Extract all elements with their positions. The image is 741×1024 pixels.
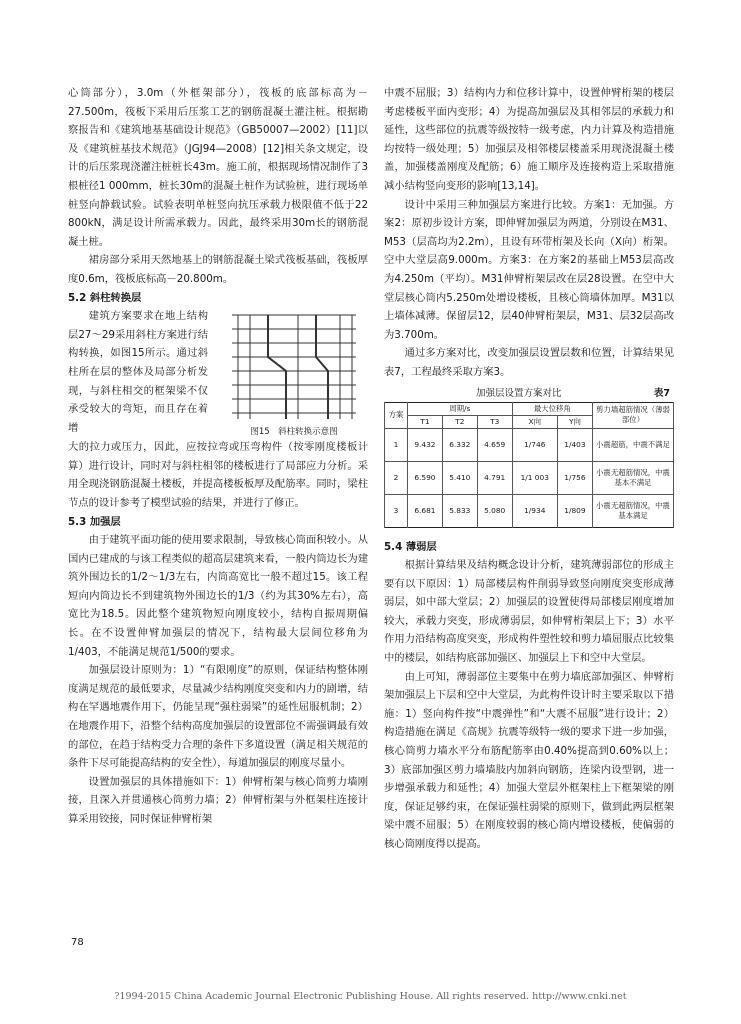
- paragraph: 设置加强层的具体措施如下：1）伸臂桁架与核心筒剪力墙刚接，且深入并贯通核心筒剪力墙；2）伸臂桁架与外框架柱连接计算采用铰接，同时保证伸臂桁架: [68, 775, 368, 825]
- paragraph: 中震不屈服；3）结构内力和位移计算中，设置伸臂桁架的楼层考虑楼板平面内变形；4）为提高加强层及其相邻层的承载力和延性，这些部位的抗震等级按特一级考虑，内力计算及构造措施均按特一级处理；5）加强层及相邻楼层楼盖采用现浇混凝土楼盖，加强楼盖刚度及配筋；6）施工顺序及连接构造上采取措施减小结构竖向变形的影响[13,14]。: [384, 87, 674, 192]
- table-header-cell: 剪力墙超筋情况（薄弱部位）: [593, 402, 674, 428]
- paragraph: 通过多方案对比，改变加强层设置层数和位置，计算结果见表7，工程最终采取方案3。: [384, 347, 674, 378]
- figure-15: [220, 307, 368, 438]
- table-header-cell: 最大位移角: [512, 402, 592, 415]
- table-header-cell: T1: [408, 415, 443, 428]
- section-heading: 5.2 斜柱转换层: [68, 291, 142, 304]
- table-cell: 4.659: [477, 428, 512, 461]
- paragraph: 由于建筑平面功能的使用要求限制，导致核心筒面积较小。从国内已建成的与该工程类似的超高层建筑来看，一般内筒边长为建筑外围边长的1/2～1/3左右，内筒高宽比一般不超过15。该工程短向内筒边长不到建筑物外围边长的1/3（约为其30%左右），高宽比为18.5。因此整个建筑物短向刚度较小，结构自振周期偏长。在不设置伸臂加强层的情况下，结构最大层间位移角为1/403，不能满足规范1/500的要求。: [68, 534, 368, 658]
- paragraph: 由上可知，薄弱部位主要集中在剪力墙底部加强区、伸臂桁架加强层上下层和空中大堂层，为此构件设计时主要采取以下措施：1）竖向构件按“中震弹性”和“大震不屈服”进行设计；2）构造措施在满足《高规》抗震等级特一级的要求下进一步加强，核心筒剪力墙水平分布筋配筋率由0.40%提高到0.60%以上；3）底部加强区剪力墙墙肢内加斜向钢筋，连梁内设型钢，进一步增强承载力和延性；4）加强大堂层外框架柱上下框架梁的刚度，保证足够约束，在保证强柱弱梁的原则下，做到此两层框架梁中震不屈服；5）在刚度较弱的核心筒内增设楼板，使偏弱的核心筒刚度得以提高。: [384, 670, 674, 850]
- table-header-cell: X向: [512, 415, 557, 428]
- table-cell: 1/809: [557, 494, 592, 527]
- table-cell: 1: [385, 428, 408, 461]
- table-cell: 1/934: [512, 494, 557, 527]
- table-cell: 1/1 003: [512, 461, 557, 494]
- table-cell: 1/403: [557, 428, 592, 461]
- table-cell: 5.833: [442, 494, 477, 527]
- table-header-cell: Y向: [557, 415, 592, 428]
- copyright-footer: ?1994-2015 China Academic Journal Electronic Publishing House. All rights reserved. http://www.cnki.net: [114, 991, 627, 1002]
- paragraph: 建筑方案要求在地上结构层27～29采用斜柱方案进行结构转换，如图15所示。通过斜柱所在层的整体及局部分析发现，与斜柱相交的框架梁不仅承受较大的弯矩，而且存在着增: [68, 310, 208, 434]
- table-title: 加强层设置方案对比: [476, 387, 562, 399]
- paragraph: 设计中采用三种加强层方案进行比较。方案1：无加强。方案2：原初步设计方案，即伸臂加强层为两道，分别设在M31、M53（层高均为2.2m），且设有环带桁架及长向（X向）桁架。空中大堂层高9.000m。方案3：在方案2的基础上M53层高改为4.250m（平均）。M31伸臂桁架层改在层28设置。在空中大堂层核心筒内5.250m处增设楼板，且核心筒墙体加厚。M31以上墙体减薄。保留层12，层40伸臂桁架层，M31、层32层高改为3.700m。: [384, 198, 674, 341]
- section-heading: 5.4 薄弱层: [384, 540, 437, 553]
- figure-caption: 图15 斜柱转换示意图: [250, 427, 338, 438]
- table-cell: 9.432: [408, 428, 443, 461]
- table-cell: 5.080: [477, 494, 512, 527]
- table-row: [385, 428, 674, 461]
- table-header-cell: 周期/s: [408, 402, 513, 415]
- paragraph: 加强层设计原则为：1）“有限刚度”的原则，保证结构整体刚度满足规范的最低要求，尽量减少结构刚度突变和内力的剧增，结构在罕遇地震作用下，仍能呈现“强柱弱梁”的延性屈服机制；2）在地震作用下，沿整个结构高度加强层的设置部位不需强调最有效的部位，在趋于结构受力合理的条件下多道设置（满足相关规范的条件下尽可能提高结构的安全性），每道加强层的刚度尽量小。: [68, 664, 368, 770]
- comparison-table: [384, 402, 674, 528]
- table-header: [384, 384, 674, 402]
- paragraph: 心筒部分），3.0m（外框架部分），筏板的底部标高为－27.500m，筏板下采用后压浆工艺的钢筋混凝土灌注桩。根据勘察报告和《建筑地基基础设计规范》（GB50007—2002）[11]以及《建筑桩基技术规范》（JGJ94—2008）[12]相关条文规定，设计的后压浆现浇灌注桩桩长43m。施工前，根据现场情况制作了3根桩径1 000mm，桩长30m的混凝土桩作为试验桩，进行现场单桩竖向静载试验。试验表明单桩竖向抗压承载力极限值不低于22 800kN，满足设计所需承载力。因此，最终采用30m长的钢筋混凝土桩。: [68, 87, 368, 248]
- section-heading: 5.3 加强层: [68, 515, 121, 528]
- table-row: [385, 461, 674, 494]
- left-column: [68, 84, 368, 829]
- table-cell: 1/756: [557, 461, 592, 494]
- table-number: 表7: [653, 387, 670, 399]
- table-cell: 小震无超筋情况，中震基本满足: [593, 494, 674, 527]
- table-cell: 5.410: [442, 461, 477, 494]
- table-header-cell: 方案: [385, 402, 408, 428]
- table-cell: 3: [385, 494, 408, 527]
- table-header-cell: T2: [442, 415, 477, 428]
- paragraph: 裙房部分采用天然地基上的钢筋混凝土梁式筏板基础，筏板厚度0.6m，筏板底标高－20.800m。: [68, 254, 368, 285]
- table-cell: 2: [385, 461, 408, 494]
- inclined-column-diagram: [228, 311, 360, 423]
- right-column: [384, 84, 674, 854]
- table-row: [385, 494, 674, 527]
- table-cell: 6.681: [408, 494, 443, 527]
- table-cell: 1/746: [512, 428, 557, 461]
- table-cell: 6.590: [408, 461, 443, 494]
- figure-block: [68, 307, 368, 438]
- paragraph: 大的拉力或压力，因此，应按拉弯或压弯构件（按零刚度楼板计算）进行设计，同时对与斜柱相邻的楼板进行了局部应力分析。采用全现浇钢筋混凝土楼板，并提高楼板板厚及配筋率。同时，梁柱节点的设计参考了模型试验的结果，并进行了修正。: [68, 441, 368, 509]
- page-number: 78: [71, 937, 84, 948]
- table-cell: 4.791: [477, 461, 512, 494]
- table-cell: 小震无超筋情况，中震基本不满足: [593, 461, 674, 494]
- table-header-cell: T3: [477, 415, 512, 428]
- paragraph: 根据计算结果及结构概念设计分析，建筑薄弱部位的形成主要有以下原因：1）局部楼层构件削弱导致竖向刚度突变形成薄弱层，如中部大堂层；2）加强层的设置使得局部楼层刚度增加较大，承载力突变，形成薄弱层，如伸臂桁架层上下；3）水平作用力沿结构高度突变，形成构件塑性较和剪力墙屈服点比较集中的楼层，如结构底部加强区、加强层上下和空中大堂层。: [384, 559, 674, 665]
- table-cell: 6.332: [442, 428, 477, 461]
- table-cell: 小震超筋，中震不满足: [593, 428, 674, 461]
